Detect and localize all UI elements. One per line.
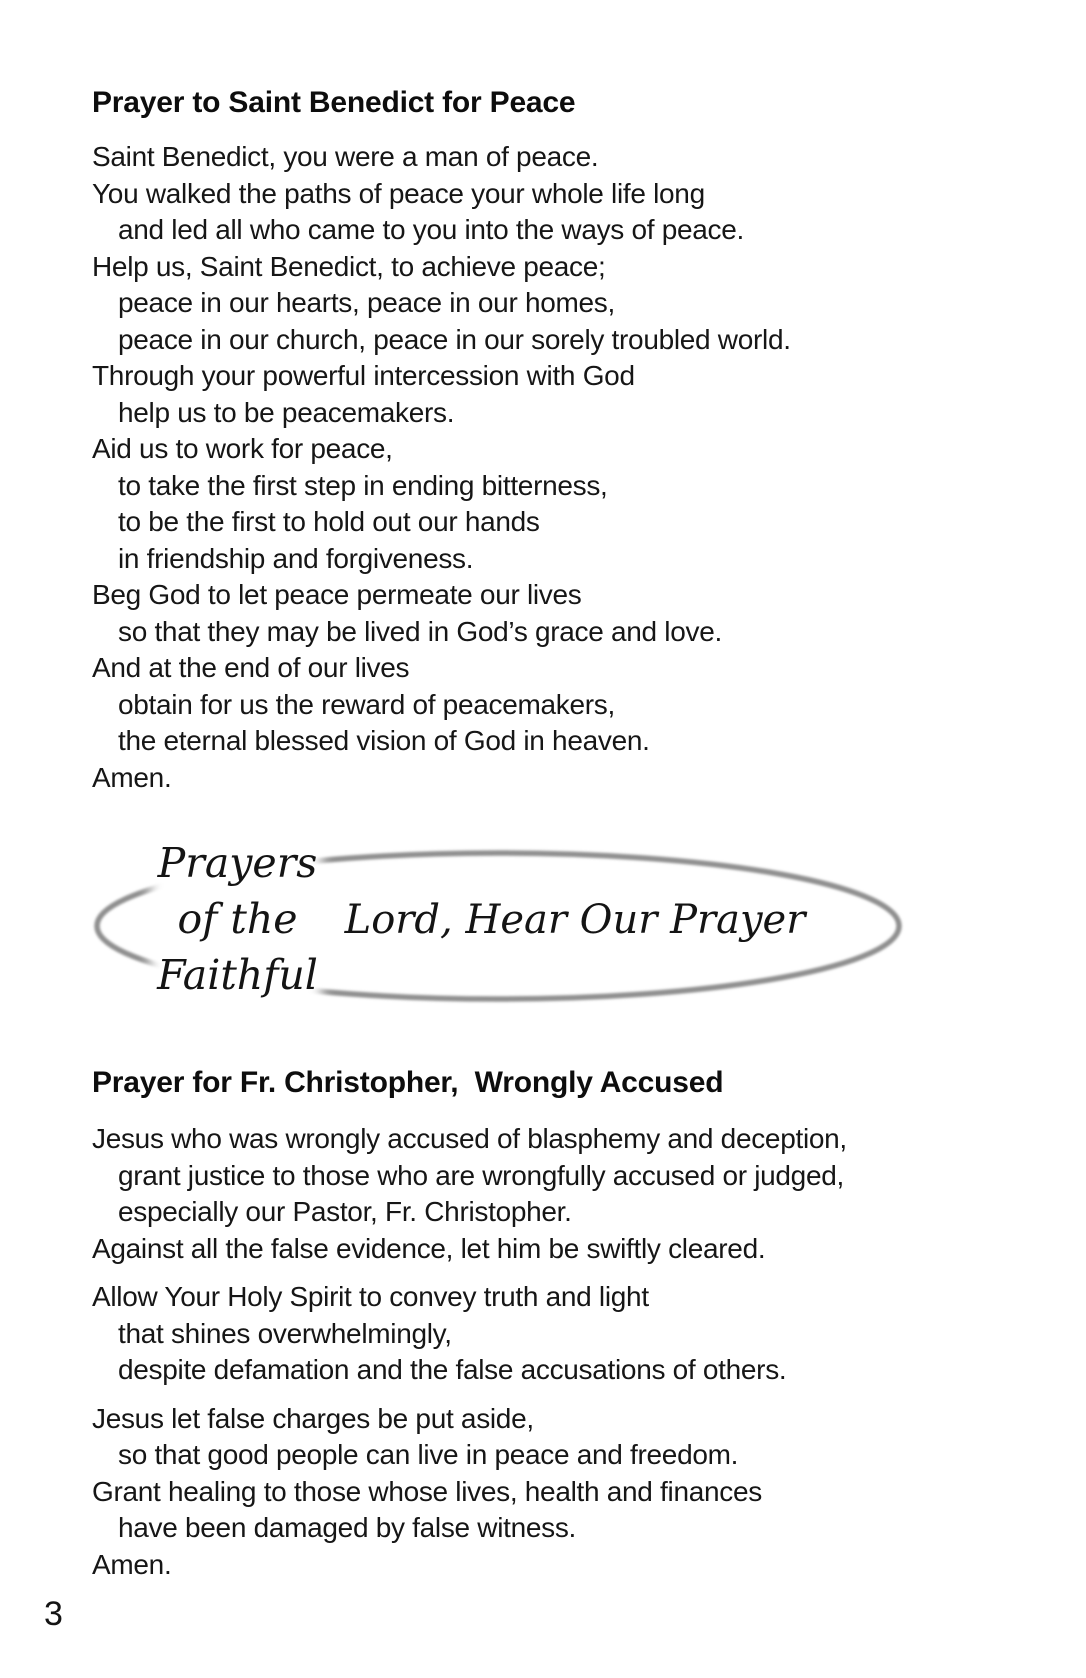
prayer-line: to be the first to hold out our hands (118, 506, 540, 537)
prayer-line: especially our Pastor, Fr. Christopher. (118, 1196, 572, 1227)
prayer-line: peace in our church, peace in our sorely troubled world. (118, 323, 791, 355)
page-number: 3 (44, 1595, 63, 1633)
banner-side-line: of the (177, 895, 298, 943)
prayer-line: that shines overwhelmingly, (118, 1317, 452, 1349)
banner-side-line: Faithful (157, 951, 318, 999)
prayer-line: so that they may be lived in God’s grace and love. (118, 615, 722, 647)
prayer-line: have been damaged by false witness. (118, 1512, 577, 1543)
prayer-line: Amen. (92, 1548, 172, 1580)
banner-response-text: Lord, Hear Our Prayer (344, 897, 806, 943)
prayer-line: Saint Benedict, you were a man of peace. (92, 141, 599, 172)
prayer-line: peace in our hearts, peace in our homes, (118, 287, 615, 318)
prayer-line: And at the end of our lives (92, 652, 410, 683)
prayer-line: Amen. (92, 761, 172, 793)
prayer-line: to take the first step in ending bitterness, (118, 469, 608, 501)
prayer-line: grant justice to those who are wrongfully accused or judged, (118, 1159, 844, 1191)
prayer-line: You walked the paths of peace your whole life long (92, 177, 705, 209)
prayer-line: Grant healing to those whose lives, health and finances (92, 1475, 762, 1507)
prayer-line: Allow Your Holy Spirit to convey truth and light (92, 1281, 649, 1312)
prayer-line: despite defamation and the false accusations of others. (118, 1354, 787, 1385)
prayer-line: Jesus let false charges be put aside, (92, 1402, 534, 1434)
prayer-line: Beg God to let peace permeate our lives (92, 579, 582, 610)
prayer-line: in friendship and forgiveness. (118, 542, 474, 574)
prayer-line: Against all the false evidence, let him be swiftly cleared. (92, 1232, 766, 1264)
prayer-line: Help us, Saint Benedict, to achieve peace; (92, 250, 606, 282)
prayer-line: Aid us to work for peace, (92, 433, 393, 464)
prayer-line: so that good people can live in peace and freedom. (118, 1439, 739, 1470)
prayer-line: Through your powerful intercession with God (92, 360, 635, 391)
prayer-line: Jesus who was wrongly accused of blasphemy and deception, (92, 1123, 847, 1154)
prayer-line: help us to be peacemakers. (118, 396, 455, 428)
prayers-of-the-faithful-label (115, 835, 360, 1003)
prayer1-text (92, 139, 791, 796)
prayer-line: obtain for us the reward of peacemakers, (118, 688, 615, 720)
banner-side-line: Prayers (157, 839, 318, 887)
prayer2-text (92, 1121, 847, 1583)
prayer-line: the eternal blessed vision of God in heaven. (118, 725, 650, 756)
prayer1-heading: Prayer to Saint Benedict for Peace (92, 86, 576, 119)
prayer2-heading: Prayer for Fr. Christopher, Wrongly Accused (92, 1066, 724, 1099)
prayer-line: and led all who came to you into the ways of peace. (118, 214, 744, 245)
